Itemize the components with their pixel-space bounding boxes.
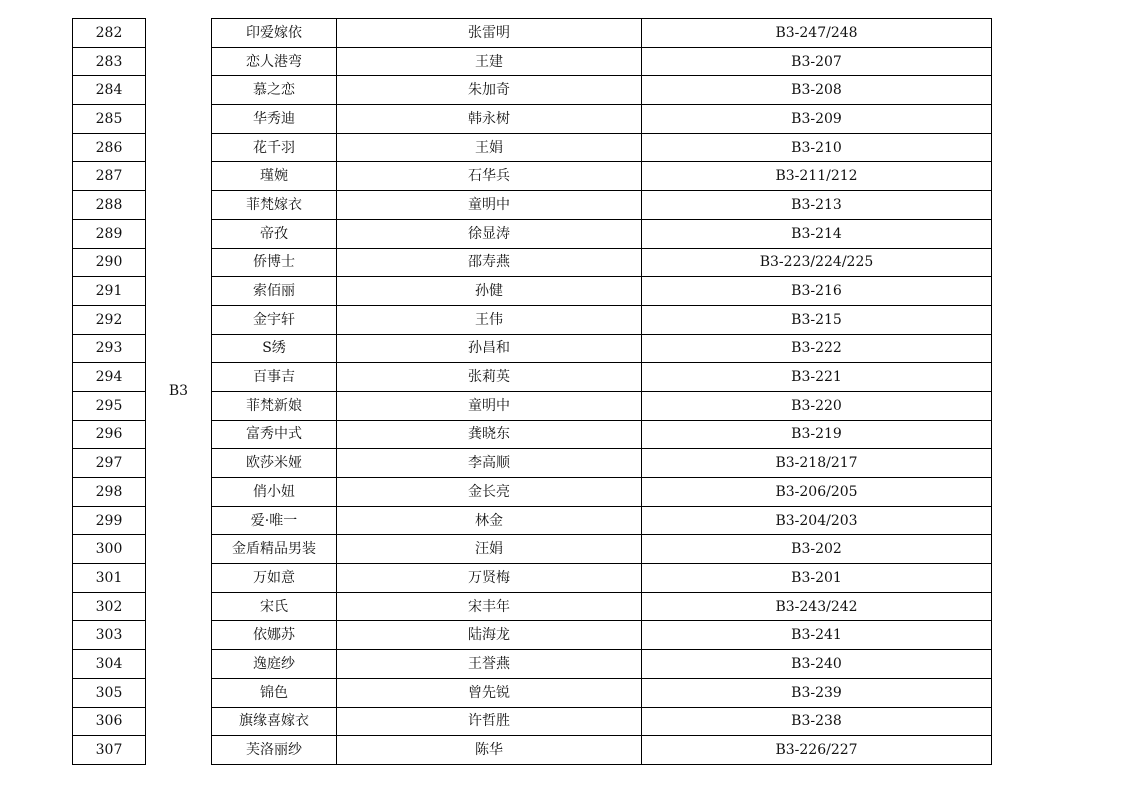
shop-name-cell: 索佰丽 [212, 277, 337, 306]
owner-name-cell: 王伟 [337, 305, 642, 334]
owner-name-cell: 朱加奇 [337, 76, 642, 105]
shop-name-cell: 帝孜 [212, 219, 337, 248]
unit-number-cell: B3-238 [642, 707, 992, 736]
unit-number-cell: B3-208 [642, 76, 992, 105]
unit-number-cell: B3-222 [642, 334, 992, 363]
row-number-cell: 289 [73, 219, 146, 248]
shop-name-cell: 华秀迪 [212, 105, 337, 134]
row-number-cell: 295 [73, 391, 146, 420]
owner-name-cell: 孙健 [337, 277, 642, 306]
shop-name-cell: 金宇轩 [212, 305, 337, 334]
shop-name-cell: 恋人港弯 [212, 47, 337, 76]
row-number-cell: 291 [73, 277, 146, 306]
row-number-cell: 307 [73, 736, 146, 765]
table-row [73, 19, 992, 48]
unit-number-cell: B3-243/242 [642, 592, 992, 621]
owner-name-cell: 韩永树 [337, 105, 642, 134]
unit-number-cell: B3-216 [642, 277, 992, 306]
row-number-cell: 302 [73, 592, 146, 621]
shop-name-cell: 菲梵嫁衣 [212, 191, 337, 220]
row-number-cell: 305 [73, 678, 146, 707]
owner-name-cell: 邵寿燕 [337, 248, 642, 277]
row-number-cell: 293 [73, 334, 146, 363]
row-number-cell: 300 [73, 535, 146, 564]
row-number-cell: 304 [73, 650, 146, 679]
row-number-cell: 292 [73, 305, 146, 334]
unit-number-cell: B3-204/203 [642, 506, 992, 535]
row-number-cell: 282 [73, 19, 146, 48]
owner-name-cell: 汪娟 [337, 535, 642, 564]
unit-number-cell: B3-215 [642, 305, 992, 334]
row-number-cell: 283 [73, 47, 146, 76]
unit-number-cell: B3-219 [642, 420, 992, 449]
unit-number-cell: B3-201 [642, 564, 992, 593]
row-number-cell: 288 [73, 191, 146, 220]
owner-name-cell: 林金 [337, 506, 642, 535]
row-number-cell: 290 [73, 248, 146, 277]
unit-number-cell: B3-214 [642, 219, 992, 248]
owner-name-cell: 龚晓东 [337, 420, 642, 449]
owner-name-cell: 张莉英 [337, 363, 642, 392]
owner-name-cell: 王娟 [337, 133, 642, 162]
row-number-cell: 306 [73, 707, 146, 736]
owner-name-cell: 王建 [337, 47, 642, 76]
owner-name-cell: 童明中 [337, 391, 642, 420]
unit-number-cell: B3-202 [642, 535, 992, 564]
shop-name-cell: 花千羽 [212, 133, 337, 162]
unit-number-cell: B3-220 [642, 391, 992, 420]
unit-number-cell: B3-218/217 [642, 449, 992, 478]
row-number-cell: 298 [73, 478, 146, 507]
unit-number-cell: B3-209 [642, 105, 992, 134]
unit-number-cell: B3-210 [642, 133, 992, 162]
shop-name-cell: 旗缘喜嫁衣 [212, 707, 337, 736]
row-number-cell: 286 [73, 133, 146, 162]
unit-number-cell: B3-213 [642, 191, 992, 220]
shop-name-cell: S绣 [212, 334, 337, 363]
unit-number-cell: B3-221 [642, 363, 992, 392]
zone-label-cell: B3 [168, 383, 189, 400]
owner-name-cell: 石华兵 [337, 162, 642, 191]
unit-number-cell: B3-223/224/225 [642, 248, 992, 277]
tenant-table [72, 18, 992, 765]
unit-number-cell: B3-207 [642, 47, 992, 76]
shop-name-cell: 瑾婉 [212, 162, 337, 191]
row-number-cell: 285 [73, 105, 146, 134]
row-number-cell: 296 [73, 420, 146, 449]
shop-name-cell: 依娜苏 [212, 621, 337, 650]
row-number-cell: 299 [73, 506, 146, 535]
shop-name-cell: 百事吉 [212, 363, 337, 392]
shop-name-cell: 锦色 [212, 678, 337, 707]
row-number-cell: 294 [73, 363, 146, 392]
shop-name-cell: 金盾精品男装 [212, 535, 337, 564]
owner-name-cell: 万贤梅 [337, 564, 642, 593]
row-number-cell: 287 [73, 162, 146, 191]
unit-number-cell: B3-239 [642, 678, 992, 707]
shop-name-cell: 慕之恋 [212, 76, 337, 105]
unit-number-cell: B3-206/205 [642, 478, 992, 507]
row-number-cell: 297 [73, 449, 146, 478]
owner-name-cell: 陈华 [337, 736, 642, 765]
row-number-cell: 303 [73, 621, 146, 650]
unit-number-cell: B3-226/227 [642, 736, 992, 765]
row-number-cell: 284 [73, 76, 146, 105]
owner-name-cell: 徐显涛 [337, 219, 642, 248]
shop-name-cell: 欧莎米娅 [212, 449, 337, 478]
owner-name-cell: 童明中 [337, 191, 642, 220]
owner-name-cell: 许哲胜 [337, 707, 642, 736]
unit-number-cell: B3-247/248 [642, 19, 992, 48]
shop-name-cell: 逸庭纱 [212, 650, 337, 679]
owner-name-cell: 陆海龙 [337, 621, 642, 650]
unit-number-cell: B3-211/212 [642, 162, 992, 191]
tenant-table-body [73, 19, 992, 765]
shop-name-cell: 芙洛丽纱 [212, 736, 337, 765]
shop-name-cell: 印爱嫁依 [212, 19, 337, 48]
owner-name-cell: 金长亮 [337, 478, 642, 507]
shop-name-cell: 宋氏 [212, 592, 337, 621]
owner-name-cell: 宋丰年 [337, 592, 642, 621]
owner-name-cell: 王誉燕 [337, 650, 642, 679]
shop-name-cell: 爱·唯一 [212, 506, 337, 535]
owner-name-cell: 孙昌和 [337, 334, 642, 363]
shop-name-cell: 侨博士 [212, 248, 337, 277]
row-number-cell: 301 [73, 564, 146, 593]
owner-name-cell: 曾先锐 [337, 678, 642, 707]
shop-name-cell: 俏小妞 [212, 478, 337, 507]
owner-name-cell: 张雷明 [337, 19, 642, 48]
unit-number-cell: B3-241 [642, 621, 992, 650]
shop-name-cell: 菲梵新娘 [212, 391, 337, 420]
owner-name-cell: 李高顺 [337, 449, 642, 478]
unit-number-cell: B3-240 [642, 650, 992, 679]
shop-name-cell: 富秀中式 [212, 420, 337, 449]
shop-name-cell: 万如意 [212, 564, 337, 593]
